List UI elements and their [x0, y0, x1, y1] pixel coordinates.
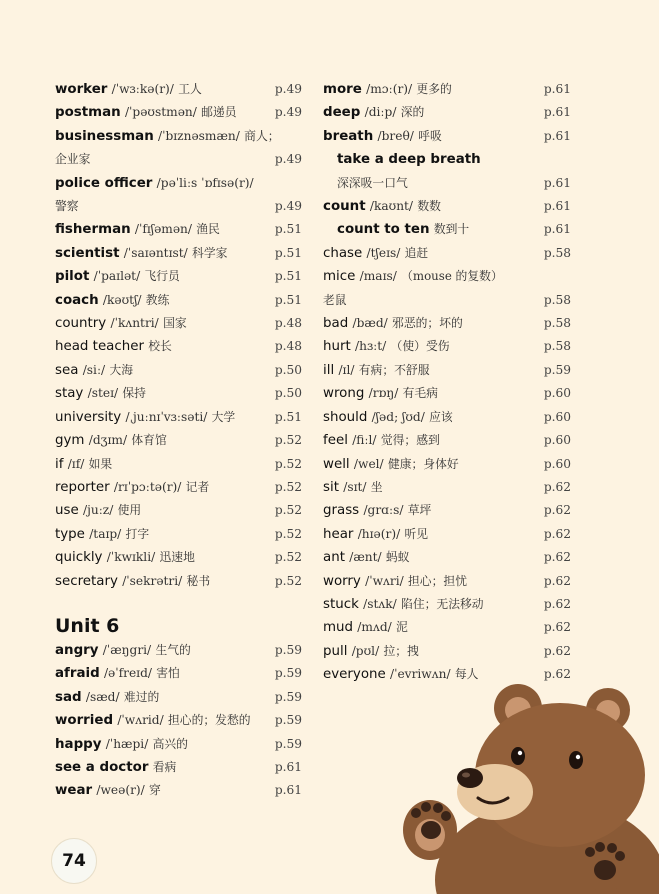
- vocab-meaning: 深的: [400, 105, 425, 120]
- vocab-phonetic: /hɪə(r)/: [357, 526, 401, 541]
- vocab-word: hurt: [323, 339, 351, 355]
- vocab-page-ref: p.62: [543, 526, 571, 541]
- vocab-phonetic: /maɪs/: [359, 269, 397, 284]
- vocab-entry: [55, 429, 302, 452]
- vocab-entry: [323, 593, 571, 616]
- vocab-phonetic: /ˈhæpi/: [105, 736, 149, 751]
- vocab-word: secretary: [55, 573, 118, 589]
- vocab-phonetic: /bæd/: [352, 316, 388, 331]
- vocab-page-ref: p.62: [543, 503, 571, 518]
- vocab-entry: [55, 218, 302, 241]
- vocab-phonetic: /ænt/: [349, 550, 382, 565]
- vocab-entry: [55, 639, 302, 662]
- vocab-entry: [55, 289, 302, 312]
- vocab-entry: [55, 499, 302, 522]
- vocab-phonetic: /mʌd/: [357, 620, 392, 635]
- vocab-entry: [55, 265, 302, 288]
- vocab-phonetic: /ˈbɪznəsmæn/: [158, 128, 240, 143]
- vocab-page-ref: p.60: [543, 456, 571, 471]
- vocab-word: breath: [323, 128, 374, 144]
- vocab-entry: [55, 779, 302, 802]
- vocab-meaning: 害怕: [156, 666, 180, 681]
- vocab-meaning: 大海: [109, 362, 134, 377]
- vocab-word: feel: [323, 433, 348, 449]
- vocab-page-ref: p.51: [274, 409, 302, 424]
- vocab-list-right: [323, 78, 571, 687]
- vocab-word: everyone: [323, 667, 386, 683]
- vocab-page-ref: p.58: [543, 245, 571, 260]
- vocab-entry: [55, 78, 302, 101]
- vocab-entry: [323, 265, 571, 288]
- bear-illustration: [400, 680, 659, 894]
- vocab-meaning: 打字: [125, 526, 150, 541]
- vocab-page-ref: p.48: [274, 339, 302, 354]
- vocab-page-ref: p.61: [543, 128, 571, 143]
- vocab-phonetic: /hɜːt/: [355, 339, 387, 354]
- vocab-phonetic: /mɔː(r)/: [366, 82, 413, 96]
- vocab-phonetic: /ɪl/: [338, 362, 355, 377]
- vocab-word: bad: [323, 316, 349, 332]
- page-number: 74: [51, 838, 97, 884]
- vocab-entry: [323, 453, 571, 476]
- vocab-meaning: 看病: [152, 759, 177, 774]
- vocab-phonetic: /ˈkwɪkli/: [106, 550, 156, 565]
- vocab-meaning: 生气的: [155, 642, 191, 657]
- vocab-page-ref: p.49: [274, 199, 302, 214]
- vocab-word: pilot: [55, 269, 90, 285]
- right-column: [323, 78, 571, 687]
- vocab-page-ref: p.58: [543, 316, 571, 331]
- vocab-word: worker: [55, 82, 108, 97]
- vocab-meaning: 科学家: [192, 245, 228, 260]
- vocab-word: wear: [55, 783, 93, 799]
- vocab-word: ill: [323, 362, 335, 378]
- vocab-entry: [323, 476, 571, 499]
- vocab-phonetic: /ˈæŋgri/: [102, 642, 152, 657]
- vocab-entry: [55, 382, 302, 405]
- vocab-page-ref: p.52: [274, 456, 302, 471]
- vocab-entry: [55, 686, 302, 709]
- vocab-word: worry: [323, 573, 361, 589]
- vocab-list-unit6: [55, 639, 302, 803]
- vocab-entry-continued: [55, 148, 302, 171]
- vocab-entry: [55, 406, 302, 429]
- vocab-word: reporter: [55, 479, 110, 495]
- vocab-page-ref: p.61: [543, 222, 571, 237]
- vocab-entry: [323, 312, 571, 335]
- vocab-meaning: 追赶: [404, 245, 429, 260]
- vocab-phonetic: /ʃəd; ʃʊd/: [371, 409, 425, 424]
- vocab-entry: [323, 101, 571, 124]
- vocab-word: worried: [55, 713, 114, 729]
- vocab-phonetic: /weə(r)/: [96, 783, 145, 798]
- vocab-entry: [323, 382, 571, 405]
- vocab-phonetic: /sɪt/: [343, 479, 367, 494]
- vocab-page-ref: p.61: [543, 82, 571, 96]
- unit-title: Unit 6: [55, 614, 120, 637]
- vocab-word: angry: [55, 642, 99, 658]
- vocab-word: postman: [55, 105, 121, 121]
- vocab-word: deep: [323, 105, 361, 121]
- vocab-page-ref: p.59: [274, 736, 302, 751]
- vocab-phonetic: /kəʊtʃ/: [102, 292, 142, 307]
- vocab-phonetic: /ˈwʌri/: [365, 573, 404, 588]
- left-column: [55, 78, 302, 803]
- vocab-phonetic: /ɪf/: [67, 456, 85, 471]
- vocab-meaning: 有毛病: [402, 386, 438, 401]
- vocab-phonetic: /kaʊnt/: [369, 199, 414, 214]
- vocab-page-ref: p.59: [274, 666, 302, 681]
- vocab-page-ref: p.51: [274, 292, 302, 307]
- vocab-page-ref: p.62: [543, 573, 571, 588]
- vocab-page-ref: p.62: [543, 596, 571, 611]
- vocab-word: mice: [323, 269, 356, 285]
- vocab-word: ant: [323, 550, 345, 566]
- vocab-word: quickly: [55, 550, 103, 566]
- vocab-page-ref: p.61: [543, 199, 571, 214]
- vocab-page-ref: p.50: [274, 362, 302, 377]
- vocab-word: wrong: [323, 386, 365, 402]
- vocab-entry: [323, 546, 571, 569]
- vocab-entry: [55, 733, 302, 756]
- vocab-phonetic: /ˈfɪʃəmən/: [134, 222, 193, 237]
- vocab-meaning: 高兴的: [152, 736, 188, 751]
- vocab-entry: [55, 242, 302, 265]
- vocab-word: more: [323, 82, 362, 97]
- vocab-page-ref: p.62: [543, 550, 571, 565]
- vocab-entry: [55, 335, 302, 358]
- vocab-page-ref: p.49: [274, 105, 302, 120]
- vocab-meaning: 企业家: [55, 152, 91, 167]
- vocab-meaning: 飞行员: [144, 269, 180, 284]
- vocab-page-ref: p.51: [274, 222, 302, 237]
- vocab-entry: [323, 499, 571, 522]
- vocab-meaning: 商人；: [244, 128, 280, 143]
- vocab-meaning: 泥: [396, 620, 408, 635]
- vocab-page-ref: p.62: [543, 643, 571, 658]
- vocab-meaning: 邮递员: [201, 105, 237, 120]
- vocab-meaning: 教练: [145, 292, 170, 307]
- vocab-phonetic: /pʊl/: [351, 643, 380, 658]
- vocab-meaning: 听见: [404, 526, 429, 541]
- vocab-word: head teacher: [55, 339, 144, 355]
- vocab-meaning: 拉；拽: [383, 643, 419, 658]
- vocab-entry-continued: [323, 172, 571, 195]
- vocab-entry: [323, 148, 571, 171]
- vocab-meaning: 每人: [454, 667, 479, 682]
- vocab-page-ref: p.61: [543, 105, 571, 120]
- vocab-meaning: 健康；身体好: [387, 456, 459, 471]
- vocab-phonetic: /tʃeɪs/: [366, 245, 401, 260]
- vocab-phonetic: /diːp/: [364, 105, 397, 120]
- vocab-word: fisherman: [55, 222, 131, 238]
- vocab-word: mud: [323, 620, 354, 636]
- vocab-meaning: 渔民: [196, 222, 220, 237]
- vocab-page-ref: p.52: [274, 550, 302, 565]
- vocab-phonetic: /pəˈliːs ˈɒfɪsə(r)/: [156, 175, 254, 190]
- vocab-meaning: 秘书: [186, 573, 211, 588]
- vocab-phonetic: /ˌjuːnɪˈvɜːsəti/: [125, 409, 208, 424]
- vocab-entry: [55, 476, 302, 499]
- vocab-page-ref: p.61: [274, 783, 302, 798]
- vocab-phonetic: /ˈwɜːkə(r)/: [111, 82, 174, 96]
- vocab-entry: [55, 312, 302, 335]
- vocab-entry: [323, 616, 571, 639]
- vocab-phonetic: /siː/: [82, 362, 106, 377]
- vocab-meaning: 担心；担忧: [408, 573, 467, 588]
- vocab-word: sea: [55, 362, 79, 378]
- vocab-word: hear: [323, 526, 354, 542]
- vocab-word: see a doctor: [55, 759, 149, 775]
- vocab-word: take a deep breath: [337, 152, 481, 168]
- vocab-word: afraid: [55, 666, 100, 682]
- vocab-meaning: 更多的: [416, 82, 452, 96]
- vocab-page-ref: p.52: [274, 433, 302, 448]
- vocab-page-ref: p.62: [543, 479, 571, 494]
- vocab-page-ref: p.52: [274, 526, 302, 541]
- vocab-meaning: 蚂蚁: [385, 550, 410, 565]
- vocab-entry: [55, 662, 302, 685]
- vocab-entry: [323, 359, 571, 382]
- vocab-page-ref: p.61: [543, 175, 571, 190]
- vocab-meaning: 应该: [429, 409, 453, 424]
- vocab-entry: [323, 523, 571, 546]
- vocab-phonetic: /taɪp/: [89, 526, 122, 541]
- vocab-phonetic: /wel/: [353, 456, 384, 471]
- vocab-word: gym: [55, 433, 85, 449]
- vocab-entry: [55, 546, 302, 569]
- vocab-entry: [323, 570, 571, 593]
- vocab-phonetic: /juːz/: [82, 503, 114, 518]
- vocab-phonetic: /fiːl/: [352, 433, 377, 448]
- vocab-phonetic: /ˈwʌrid/: [117, 713, 164, 728]
- vocab-word: university: [55, 409, 122, 425]
- vocab-meaning: 保持: [122, 386, 146, 401]
- vocab-page-ref: p.51: [274, 269, 302, 284]
- vocab-meaning: 邪恶的；坏的: [392, 316, 463, 331]
- vocab-page-ref: p.59: [274, 689, 302, 704]
- vocab-page-ref: p.49: [274, 152, 302, 167]
- vocab-meaning: 坐: [370, 479, 383, 494]
- vocab-word: use: [55, 503, 79, 519]
- vocab-entry: [55, 125, 302, 148]
- vocab-page-ref: p.51: [274, 245, 302, 260]
- vocab-entry-continued: [55, 195, 302, 218]
- vocab-page-ref: p.59: [543, 362, 571, 377]
- vocab-phonetic: /ˈsekrətri/: [122, 573, 183, 588]
- vocab-meaning: 穿: [149, 783, 161, 798]
- vocab-phonetic: /steɪ/: [87, 386, 119, 401]
- vocab-meaning: 工人: [178, 82, 202, 96]
- vocab-page-ref: p.62: [543, 620, 571, 635]
- vocab-phonetic: /grɑːs/: [363, 503, 404, 518]
- vocab-meaning: 记者: [185, 479, 210, 494]
- vocab-phonetic: /rɪˈpɔːtə(r)/: [113, 479, 182, 494]
- vocab-word: scientist: [55, 245, 120, 261]
- vocab-meaning: 陷住；无法移动: [401, 596, 484, 611]
- vocab-word: pull: [323, 643, 348, 659]
- vocab-entry: [55, 453, 302, 476]
- vocab-meaning: 觉得；感到: [380, 433, 440, 448]
- vocab-page-ref: p.52: [274, 479, 302, 494]
- vocab-word: stay: [55, 386, 84, 402]
- vocab-meaning: 使用: [117, 503, 142, 518]
- vocab-phonetic: /rɒŋ/: [368, 386, 399, 401]
- vocab-page-ref: p.52: [274, 503, 302, 518]
- vocab-meaning: 校长: [148, 339, 172, 354]
- vocab-meaning: 数到十: [433, 222, 470, 237]
- vocab-meaning: 大学: [211, 409, 236, 424]
- vocab-meaning: 难过的: [123, 689, 160, 704]
- vocab-meaning: 国家: [163, 316, 187, 331]
- vocab-phonetic: /sæd/: [85, 689, 120, 704]
- vocab-page-ref: p.49: [274, 82, 302, 96]
- vocab-page-ref: p.61: [274, 759, 302, 774]
- vocab-entry: [55, 756, 302, 779]
- vocab-entry: [323, 195, 571, 218]
- vocab-phonetic: /ˈevriwʌn/: [390, 667, 451, 682]
- vocab-entry: [55, 359, 302, 382]
- vocab-page-ref: p.58: [543, 292, 571, 307]
- vocab-phonetic: /stʌk/: [363, 596, 397, 611]
- vocab-phonetic: /ˈpəʊstmən/: [124, 105, 197, 120]
- vocab-entry: [55, 172, 302, 195]
- vocab-entry-continued: [323, 289, 571, 312]
- vocab-meaning: 体育馆: [131, 433, 167, 448]
- vocab-word: police officer: [55, 175, 153, 191]
- vocab-phonetic: /breθ/: [377, 128, 414, 143]
- vocab-word: sad: [55, 689, 82, 705]
- vocab-word: well: [323, 456, 350, 472]
- vocab-meaning: 担心的；发愁的: [167, 713, 251, 728]
- vocab-page-ref: p.62: [543, 667, 571, 682]
- vocab-entry: [323, 429, 571, 452]
- vocab-entry: [55, 709, 302, 732]
- vocab-meaning: 呼吸: [418, 128, 442, 143]
- vocab-entry: [323, 406, 571, 429]
- vocab-word: count to ten: [337, 222, 430, 238]
- vocab-meaning: （使）受伤: [390, 339, 450, 354]
- vocab-entry: [323, 335, 571, 358]
- vocab-page-ref: p.58: [543, 339, 571, 354]
- vocab-meaning: 深深吸一口气: [337, 175, 408, 190]
- vocab-entry: [323, 640, 571, 663]
- vocab-word: if: [55, 456, 64, 472]
- vocab-entry: [55, 523, 302, 546]
- vocab-word: type: [55, 526, 85, 542]
- vocab-entry: [323, 242, 571, 265]
- vocab-word: should: [323, 409, 368, 425]
- vocab-word: happy: [55, 736, 102, 752]
- vocab-word: sit: [323, 479, 339, 495]
- vocab-page-ref: p.60: [543, 386, 571, 401]
- vocab-meaning: 警察: [55, 199, 79, 214]
- vocab-phonetic: /ˈsaɪəntɪst/: [123, 245, 188, 260]
- vocab-word: businessman: [55, 128, 154, 144]
- vocab-meaning: 如果: [88, 456, 113, 471]
- vocab-word: chase: [323, 245, 363, 261]
- vocab-page-ref: p.60: [543, 409, 571, 424]
- vocab-phonetic: /ˈpaɪlət/: [93, 269, 141, 284]
- vocab-word: grass: [323, 503, 360, 519]
- vocab-page-ref: p.50: [274, 386, 302, 401]
- vocab-entry: [323, 78, 571, 101]
- vocab-entry: [55, 570, 302, 593]
- vocab-entry: [323, 218, 571, 241]
- vocab-phonetic: /əˈfreɪd/: [103, 666, 152, 681]
- vocab-entry: [323, 125, 571, 148]
- vocab-word: country: [55, 316, 107, 332]
- vocab-page-ref: p.59: [274, 642, 302, 657]
- vocab-list-left: [55, 78, 302, 593]
- vocab-word: coach: [55, 292, 99, 308]
- vocab-entry: [55, 101, 302, 124]
- vocab-page-ref: p.52: [274, 573, 302, 588]
- vocab-word: stuck: [323, 596, 359, 612]
- vocab-meaning: 数数: [417, 199, 441, 214]
- vocab-page-ref: p.59: [274, 713, 302, 728]
- vocab-meaning: （mouse 的复数）: [401, 269, 503, 284]
- vocab-word: count: [323, 199, 366, 215]
- vocab-phonetic: /dʒɪm/: [88, 433, 128, 448]
- vocab-meaning: 草坪: [407, 503, 432, 518]
- vocab-page-ref: p.48: [274, 316, 302, 331]
- vocab-meaning: 迅速地: [159, 550, 195, 565]
- vocab-meaning: 有病；不舒服: [358, 362, 430, 377]
- vocab-meaning: 老鼠: [323, 292, 347, 307]
- vocab-phonetic: /ˈkʌntri/: [110, 316, 159, 331]
- vocab-page-ref: p.60: [543, 433, 571, 448]
